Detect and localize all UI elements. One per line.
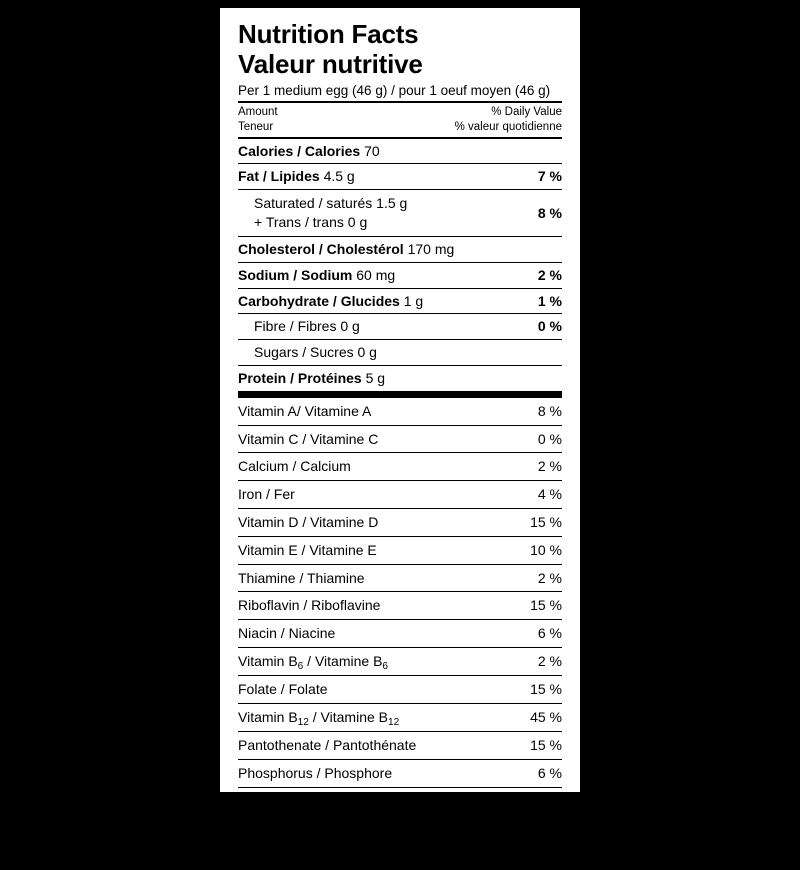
table-row [238, 788, 562, 815]
header-dv-fr: % valeur quotidienne [454, 120, 562, 133]
vitamin-label: Vitamin E / Vitamine E [238, 541, 377, 558]
vitamin-label: Thiamine / Thiamine [238, 569, 365, 586]
table-row [238, 237, 562, 262]
fibre-value: 0 g [340, 318, 360, 335]
table-row [238, 537, 562, 564]
vitamin-dv: 4 % [537, 486, 562, 503]
table-row [238, 263, 562, 288]
carbohydrate-label: Carbohydrate / Glucides [238, 292, 400, 309]
fat-value: 4.5 g [323, 168, 355, 185]
header-dv-en: % Daily Value [491, 106, 562, 119]
table-row [238, 139, 562, 164]
table-row [238, 398, 562, 425]
table-row [238, 453, 562, 480]
cholesterol-label: Cholesterol / Cholestérol [238, 241, 404, 258]
saturated-label: Saturated / saturés 1.5 g [254, 195, 408, 212]
vitamin-label: Vitamin D / Vitamine D [238, 514, 379, 530]
protein-value: 5 g [365, 370, 386, 387]
vitamin-dv: 6 % [537, 820, 562, 837]
table-row [238, 843, 562, 870]
fibre-dv: 0 % [537, 318, 562, 335]
vitamin-dv: 2 % [537, 458, 562, 475]
table-header [238, 103, 562, 136]
vitamin-list [238, 398, 562, 870]
carbohydrate-value: 1 g [403, 292, 424, 309]
serving-size: Per 1 medium egg (46 g) / pour 1 oeuf moyen (46 g) [238, 83, 551, 99]
vitamin-dv: 30 % [530, 848, 562, 865]
calories-value: 70 [364, 142, 380, 159]
nutrition-facts-panel [220, 8, 580, 865]
fat-dv: 7 % [537, 168, 562, 185]
fat-label: Fat / Lipides [238, 168, 320, 185]
sodium-dv: 2 % [537, 266, 562, 283]
vitamin-label: Folate / Folate [238, 681, 328, 698]
table-row [238, 340, 562, 365]
vitamin-label: Niacin / Niacine [238, 625, 336, 642]
vitamin-dv: 8 % [537, 402, 562, 419]
saturated-dv: 8 % [537, 204, 562, 221]
fibre-label: Fibre / Fibres [254, 318, 337, 335]
vitamin-label: Vitamin C / Vitamine C [238, 430, 379, 447]
vitamin-label: Zinc / Zinc [238, 820, 303, 837]
table-row [238, 676, 562, 703]
table-row [238, 314, 562, 339]
cholesterol-value: 170 mg [407, 241, 455, 258]
table-row [238, 620, 562, 647]
vitamin-dv: 2 % [537, 792, 562, 809]
table-row [238, 592, 562, 619]
table-row [238, 509, 562, 536]
table-row [238, 815, 562, 842]
vitamin-label: Calcium / Calcium [238, 458, 351, 475]
vitamin-label: Selenium / Sélénium [238, 848, 367, 865]
table-row [238, 760, 562, 787]
vitamin-label: Vitamin $B_{12}$ / Vitamine $B_{12}$ [238, 708, 400, 728]
header-amount-en: Amount [238, 106, 278, 119]
vitamin-dv: 10 % [530, 541, 562, 558]
divider-thick [238, 391, 562, 398]
table-row [238, 565, 562, 592]
vitamin-dv: 6 % [537, 625, 562, 642]
vitamin-dv: 15 % [530, 597, 562, 614]
table-row [238, 732, 562, 759]
vitamin-label: Iron / Fer [238, 486, 295, 503]
table-row [238, 426, 562, 453]
vitamin-dv: 15 % [530, 681, 562, 698]
vitamin-label: Riboflavin / Riboflavine [238, 597, 381, 614]
table-row [238, 704, 562, 731]
carbohydrate-dv: 1 % [537, 292, 562, 309]
vitamin-label: Phosphorus / Phosphore [238, 764, 393, 781]
protein-label: Protein / Protéines [238, 370, 362, 387]
vitamin-label: Vitamin $B_6$ / Vitamine $B_6$ [238, 652, 389, 672]
table-row [238, 648, 562, 675]
vitamin-dv: 15 % [530, 736, 562, 753]
sugars-label: Sugars / Sucres [254, 344, 354, 361]
vitamin-label: Pantothenate / Pantothénate [238, 736, 417, 753]
sodium-value: 60 mg [356, 266, 396, 283]
vitamin-label: Magnesium / Magnésium [238, 792, 395, 809]
table-row [238, 481, 562, 508]
table-row [238, 190, 562, 236]
sodium-label: Sodium / Sodium [238, 266, 353, 283]
sugars-value: 0 g [357, 344, 377, 361]
table-row [238, 366, 562, 391]
vitamin-dv: 6 % [537, 764, 562, 781]
header-amount-fr: Teneur [238, 120, 274, 133]
vitamin-label: Vitamin A/ Vitamine A [238, 402, 372, 419]
vitamin-dv: 0 % [537, 430, 562, 447]
vitamin-dv: 2 % [537, 652, 562, 669]
table-row [238, 164, 562, 189]
page-title-french: Valeur nutritive [238, 49, 423, 80]
trans-label: + Trans / trans 0 g [254, 214, 368, 231]
page-title: Nutrition Facts [238, 19, 419, 49]
table-row [238, 289, 562, 314]
vitamin-dv: 2 % [537, 569, 562, 586]
vitamin-dv: 45 % [530, 708, 562, 725]
vitamin-dv: 15 % [530, 514, 562, 530]
calories-label: Calories / Calories [238, 142, 361, 159]
